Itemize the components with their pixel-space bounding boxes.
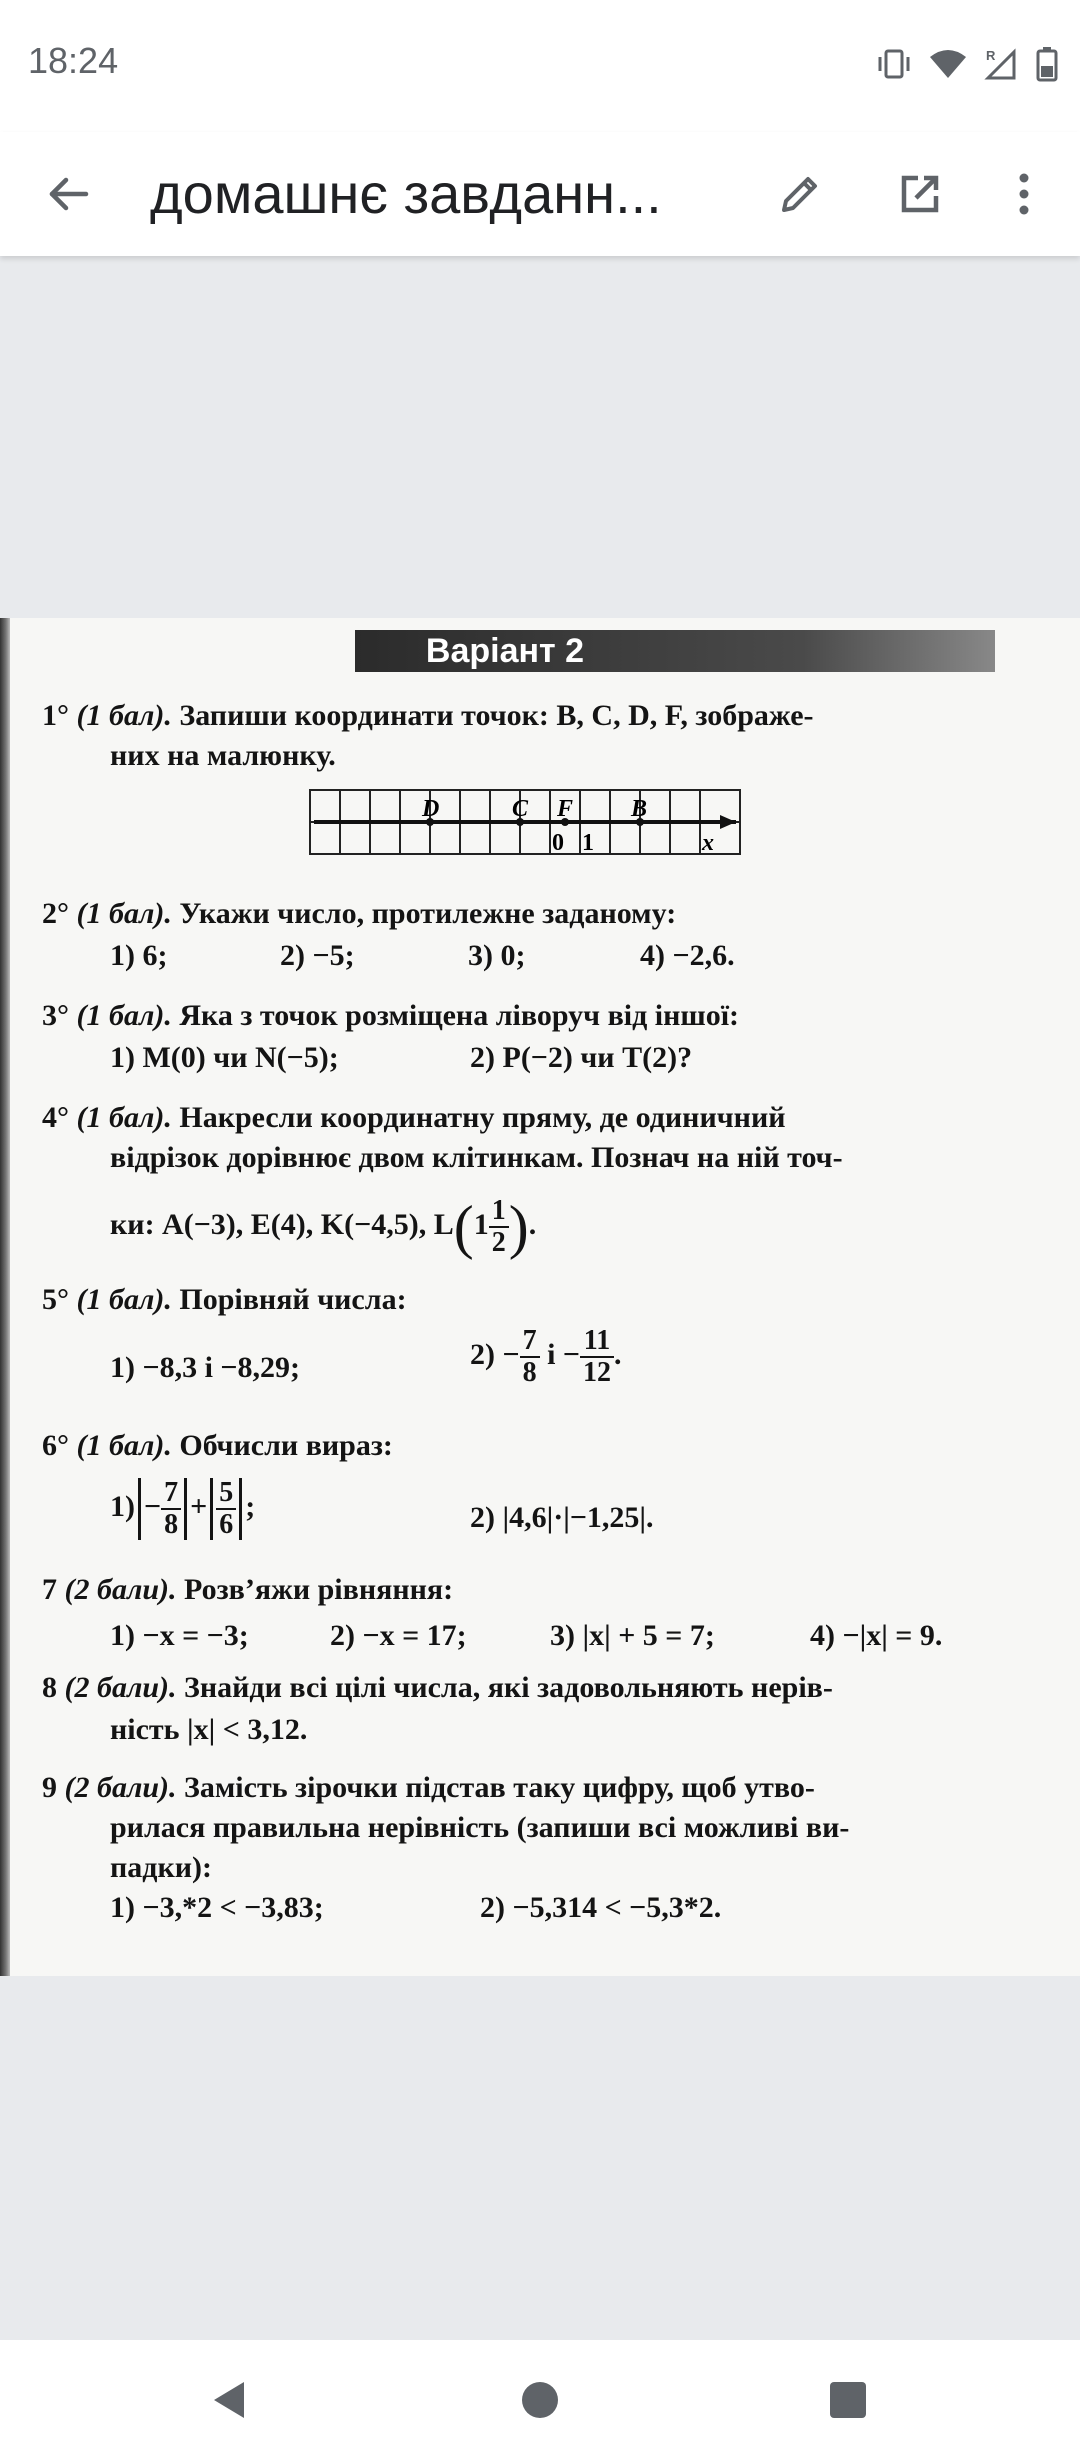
app-bar	[0, 132, 1080, 256]
task-7	[42, 1570, 1012, 1610]
nav-home-button[interactable]	[510, 2370, 570, 2430]
wifi-icon	[928, 48, 968, 80]
document-viewer[interactable]	[0, 256, 1080, 2340]
task-2-option-4: 4) −2,6.	[640, 939, 735, 972]
task-number: 9	[42, 1771, 57, 1804]
task-4-cont-2: ки: A(−3), E(4), K(−4,5), L(1 $\frac{1}{2}$ ).	[110, 1194, 537, 1260]
task-7-option-4: 4) −|x| = 9.	[810, 1619, 943, 1652]
task-8-cont: ність |x| < 3,12.	[110, 1713, 308, 1746]
fraction-1	[520, 1326, 540, 1388]
task-text: Укажи число, протилежне заданому:	[179, 897, 677, 930]
scan-edge	[0, 618, 10, 1976]
open-in-new-button[interactable]	[888, 162, 952, 226]
task-9-cont-2: падки):	[110, 1851, 213, 1884]
task-text: Яка з точок розміщена ліворуч від іншої:	[179, 999, 740, 1032]
task-3-option-1: 1) M(0) чи N(−5);	[110, 1041, 339, 1074]
task-7-option-3: 3) |x| + 5 = 7;	[550, 1619, 715, 1652]
more-vert-icon	[1014, 170, 1034, 218]
task-9	[42, 1768, 1012, 1808]
navigation-bar	[0, 2340, 1080, 2460]
task-8	[42, 1668, 1012, 1708]
task-points: (1 бал).	[76, 699, 172, 732]
label-b: B	[631, 796, 648, 822]
number-line-figure	[300, 778, 750, 858]
task-text: Обчисли вираз:	[179, 1429, 393, 1462]
task-2	[42, 894, 1012, 934]
task-9-option-1: 1) −3,*2 < −3,83;	[110, 1891, 324, 1924]
task-4	[42, 1098, 1012, 1138]
option-end: .	[614, 1337, 622, 1371]
abs-bar	[239, 1478, 242, 1540]
label-zero: 0	[552, 830, 564, 856]
document-title: домашнє завданн...	[150, 162, 662, 225]
variant-title: Варіант 2	[425, 632, 585, 670]
task-points: (1 бал).	[76, 1101, 172, 1134]
fraction-2	[216, 1478, 236, 1540]
option-end: ;	[245, 1489, 256, 1523]
task-number: 1°	[42, 699, 69, 732]
back-triangle-icon	[208, 2378, 252, 2422]
task-2-option-2: 2) −5;	[280, 939, 355, 972]
task-text: Накресли координатну пряму, де одиничний	[179, 1101, 786, 1134]
task-4-cont-1: відрізок дорівнює двом клітинкам. Познач на ній точ-	[110, 1141, 843, 1174]
task-5-option-2	[470, 1326, 622, 1388]
label-x: x	[702, 830, 714, 856]
task-9-cont-1: рилася правильна нерівність (запиши всі можливі ви-	[110, 1811, 850, 1844]
home-circle-icon	[518, 2378, 562, 2422]
status-time: 18:24	[28, 40, 119, 81]
back-button[interactable]	[36, 162, 100, 226]
task-5	[42, 1280, 1012, 1320]
task-number: 6°	[42, 1429, 69, 1462]
mixed-fraction	[489, 1196, 509, 1258]
task-4-end: .	[528, 1207, 537, 1241]
abs-bar	[184, 1478, 187, 1540]
status-icons	[876, 44, 1058, 84]
fraction-numerator: 1	[489, 1196, 509, 1228]
pencil-icon	[776, 170, 824, 218]
task-2-option-1: 1) 6;	[110, 939, 168, 972]
task-6-option-2: 2) |4,6|·|−1,25|.	[470, 1501, 654, 1534]
fraction-denominator: 8	[522, 1357, 537, 1388]
label-f: F	[557, 796, 574, 822]
task-7-option-2: 2) −x = 17;	[330, 1619, 467, 1652]
option-prefix: 1)	[110, 1489, 135, 1523]
label-d: D	[422, 796, 440, 822]
open-in-new-icon	[896, 170, 944, 218]
fraction-1	[161, 1478, 181, 1540]
abs-bar	[138, 1478, 141, 1540]
label-c: C	[512, 796, 529, 822]
label-one: 1	[582, 830, 594, 856]
task-number: 3°	[42, 999, 69, 1032]
task-1-cont: них на малюнку.	[110, 739, 336, 772]
task-points: (2 бали).	[64, 1671, 177, 1704]
task-number: 4°	[42, 1101, 69, 1134]
fraction-2	[580, 1326, 614, 1388]
task-points: (1 бал).	[76, 1283, 172, 1316]
status-bar	[0, 0, 1080, 132]
task-text: Запиши координати точок: B, C, D, F, зображе-	[179, 699, 814, 732]
task-points: (1 бал).	[76, 897, 172, 930]
nav-recents-button[interactable]	[818, 2370, 878, 2430]
nav-back-button[interactable]	[200, 2370, 260, 2430]
task-3-option-2: 2) P(−2) чи T(2)?	[470, 1041, 693, 1074]
fraction-denominator: 6	[219, 1509, 234, 1540]
recents-square-icon	[826, 2378, 870, 2422]
fraction-denominator: 2	[491, 1227, 506, 1258]
task-7-option-1: 1) −x = −3;	[110, 1619, 249, 1652]
more-options-button[interactable]	[992, 162, 1056, 226]
arrow-back-icon	[46, 172, 90, 216]
fraction-numerator: 7	[161, 1478, 181, 1510]
task-5-option-1: 1) −8,3 і −8,29;	[110, 1351, 301, 1384]
task-points: (2 бали).	[64, 1573, 177, 1606]
task-text: Замість зірочки підстав таку цифру, щоб утво-	[184, 1771, 815, 1804]
task-text: Знайди всі цілі числа, які задовольняють нерів-	[184, 1671, 833, 1704]
task-2-option-3: 3) 0;	[468, 939, 526, 972]
mixed-whole: 1	[473, 1207, 489, 1241]
fraction-numerator: 11	[580, 1326, 614, 1358]
task-text: Порівняй числа:	[179, 1283, 407, 1316]
battery-icon	[1036, 46, 1058, 82]
abs-bar	[210, 1478, 213, 1540]
task-number: 5°	[42, 1283, 69, 1316]
signal-icon	[984, 46, 1020, 82]
vibrate-icon	[876, 48, 912, 80]
option-prefix: 2) −	[470, 1337, 520, 1371]
fraction-numerator: 5	[216, 1478, 236, 1510]
edit-button[interactable]	[768, 162, 832, 226]
task-number: 8	[42, 1671, 57, 1704]
fraction-denominator: 12	[583, 1357, 612, 1388]
task-4-points-text: ки: A(−3), E(4), K(−4,5), L	[110, 1207, 454, 1241]
svg-text:R: R	[986, 48, 996, 63]
task-points: (2 бали).	[64, 1771, 177, 1804]
task-3	[42, 996, 1012, 1036]
task-6-option-1: 1) − $\frac{7}{8}$ + $\frac{5}{6}$ ;	[110, 1477, 256, 1540]
task-1	[42, 696, 1012, 736]
task-number: 7	[42, 1573, 57, 1606]
task-points: (1 бал).	[76, 1429, 172, 1462]
option-mid: і −	[539, 1337, 581, 1371]
fraction-numerator: 7	[520, 1326, 540, 1358]
fraction-denominator: 8	[164, 1509, 179, 1540]
scanned-page[interactable]	[0, 618, 1080, 1976]
task-number: 2°	[42, 897, 69, 930]
task-9-option-2: 2) −5,314 < −5,3*2.	[480, 1891, 722, 1924]
task-points: (1 бал).	[76, 999, 172, 1032]
task-text: Розв’яжи рівняння:	[184, 1573, 454, 1606]
task-6	[42, 1426, 1012, 1466]
